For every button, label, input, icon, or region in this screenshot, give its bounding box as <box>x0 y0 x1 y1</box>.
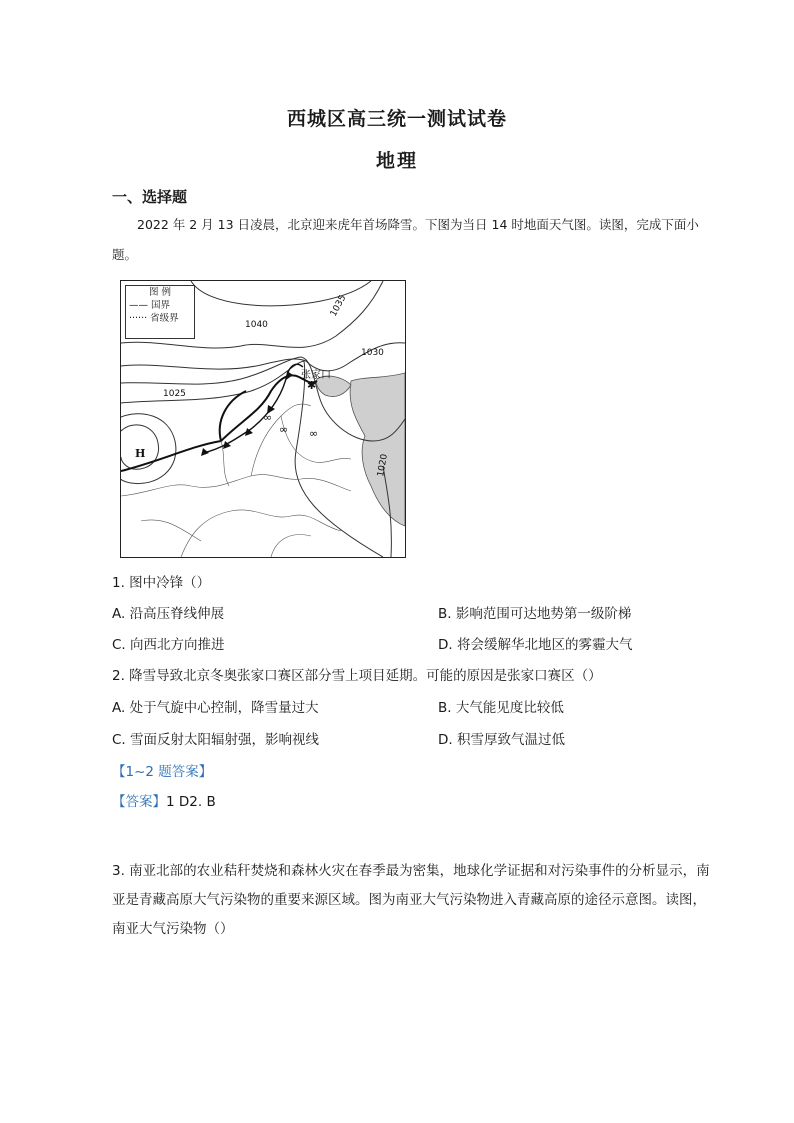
question-1-option-b: B. 影响范围可达地势第一级阶梯 <box>438 606 632 622</box>
intro-text: 2022 年 2 月 13 日凌晨，北京迎来虎年首场降雪。下图为当日 14 时地面天气图。读图，完成下面小题。 <box>112 217 699 262</box>
answer-group-label: 【1~2 题答案】 <box>112 764 213 780</box>
isobar-label-1025: 1025 <box>163 389 186 399</box>
answer-text: 1 D2. B <box>166 794 216 810</box>
question-2-option-b: B. 大气能见度比较低 <box>438 700 564 716</box>
city-label-zhangjiakou: 张家口 <box>301 370 331 381</box>
question-1-option-a: A. 沿高压脊线伸展 <box>112 606 225 622</box>
svg-text:∞: ∞ <box>309 427 319 440</box>
question-1-option-d: D. 将会缓解华北地区的雾霾大气 <box>438 637 633 653</box>
question-3-stem: 3. 南亚北部的农业秸秆焚烧和森林火灾在春季最为密集，地球化学证据和对污染事件的分析显示，南亚是青藏高原大气污染物的重要来源区域。图为南亚大气污染物进入青藏高原的途径示意图。读图，南亚大气污染物（） <box>112 863 710 937</box>
svg-text:✱: ✱ <box>307 379 317 392</box>
isobar-label-1020: 1020 <box>376 453 390 478</box>
question-2-option-d: D. 积雪厚致气温过低 <box>438 732 565 748</box>
subject-title: 地理 <box>375 150 418 172</box>
svg-text:∞: ∞ <box>279 423 289 436</box>
question-2-option-a: A. 处于气旋中心控制，降雪量过大 <box>112 700 319 716</box>
question-2-stem: 2. 降雪导致北京冬奥张家口赛区部分雪上项目延期。可能的原因是张家口赛区（） <box>112 668 602 684</box>
question-2-option-c: C. 雪面反射太阳辐射强，影响视线 <box>112 732 320 748</box>
svg-text:∞: ∞ <box>263 411 273 424</box>
answer-tag: 【答案】 <box>112 794 166 810</box>
high-pressure-label: H <box>135 447 146 460</box>
map-legend <box>125 285 195 339</box>
weather-map <box>120 280 406 558</box>
isobar-label-1035: 1035 <box>328 293 349 319</box>
legend-provincial-border: ······ 省级界 <box>129 313 179 324</box>
legend-national-border: —— 国界 <box>129 300 171 311</box>
isobar-label-1030: 1030 <box>361 348 384 358</box>
page-title: 西城区高三统一测试试卷 <box>286 108 507 130</box>
isobar-label-1040: 1040 <box>245 320 268 330</box>
section-heading: 一、选择题 <box>112 188 188 206</box>
answer-line <box>112 790 216 810</box>
question-1-option-c: C. 向西北方向推进 <box>112 637 225 653</box>
question-1-stem: 1. 图中冷锋（） <box>112 575 211 591</box>
legend-title: 图 例 <box>148 287 172 298</box>
